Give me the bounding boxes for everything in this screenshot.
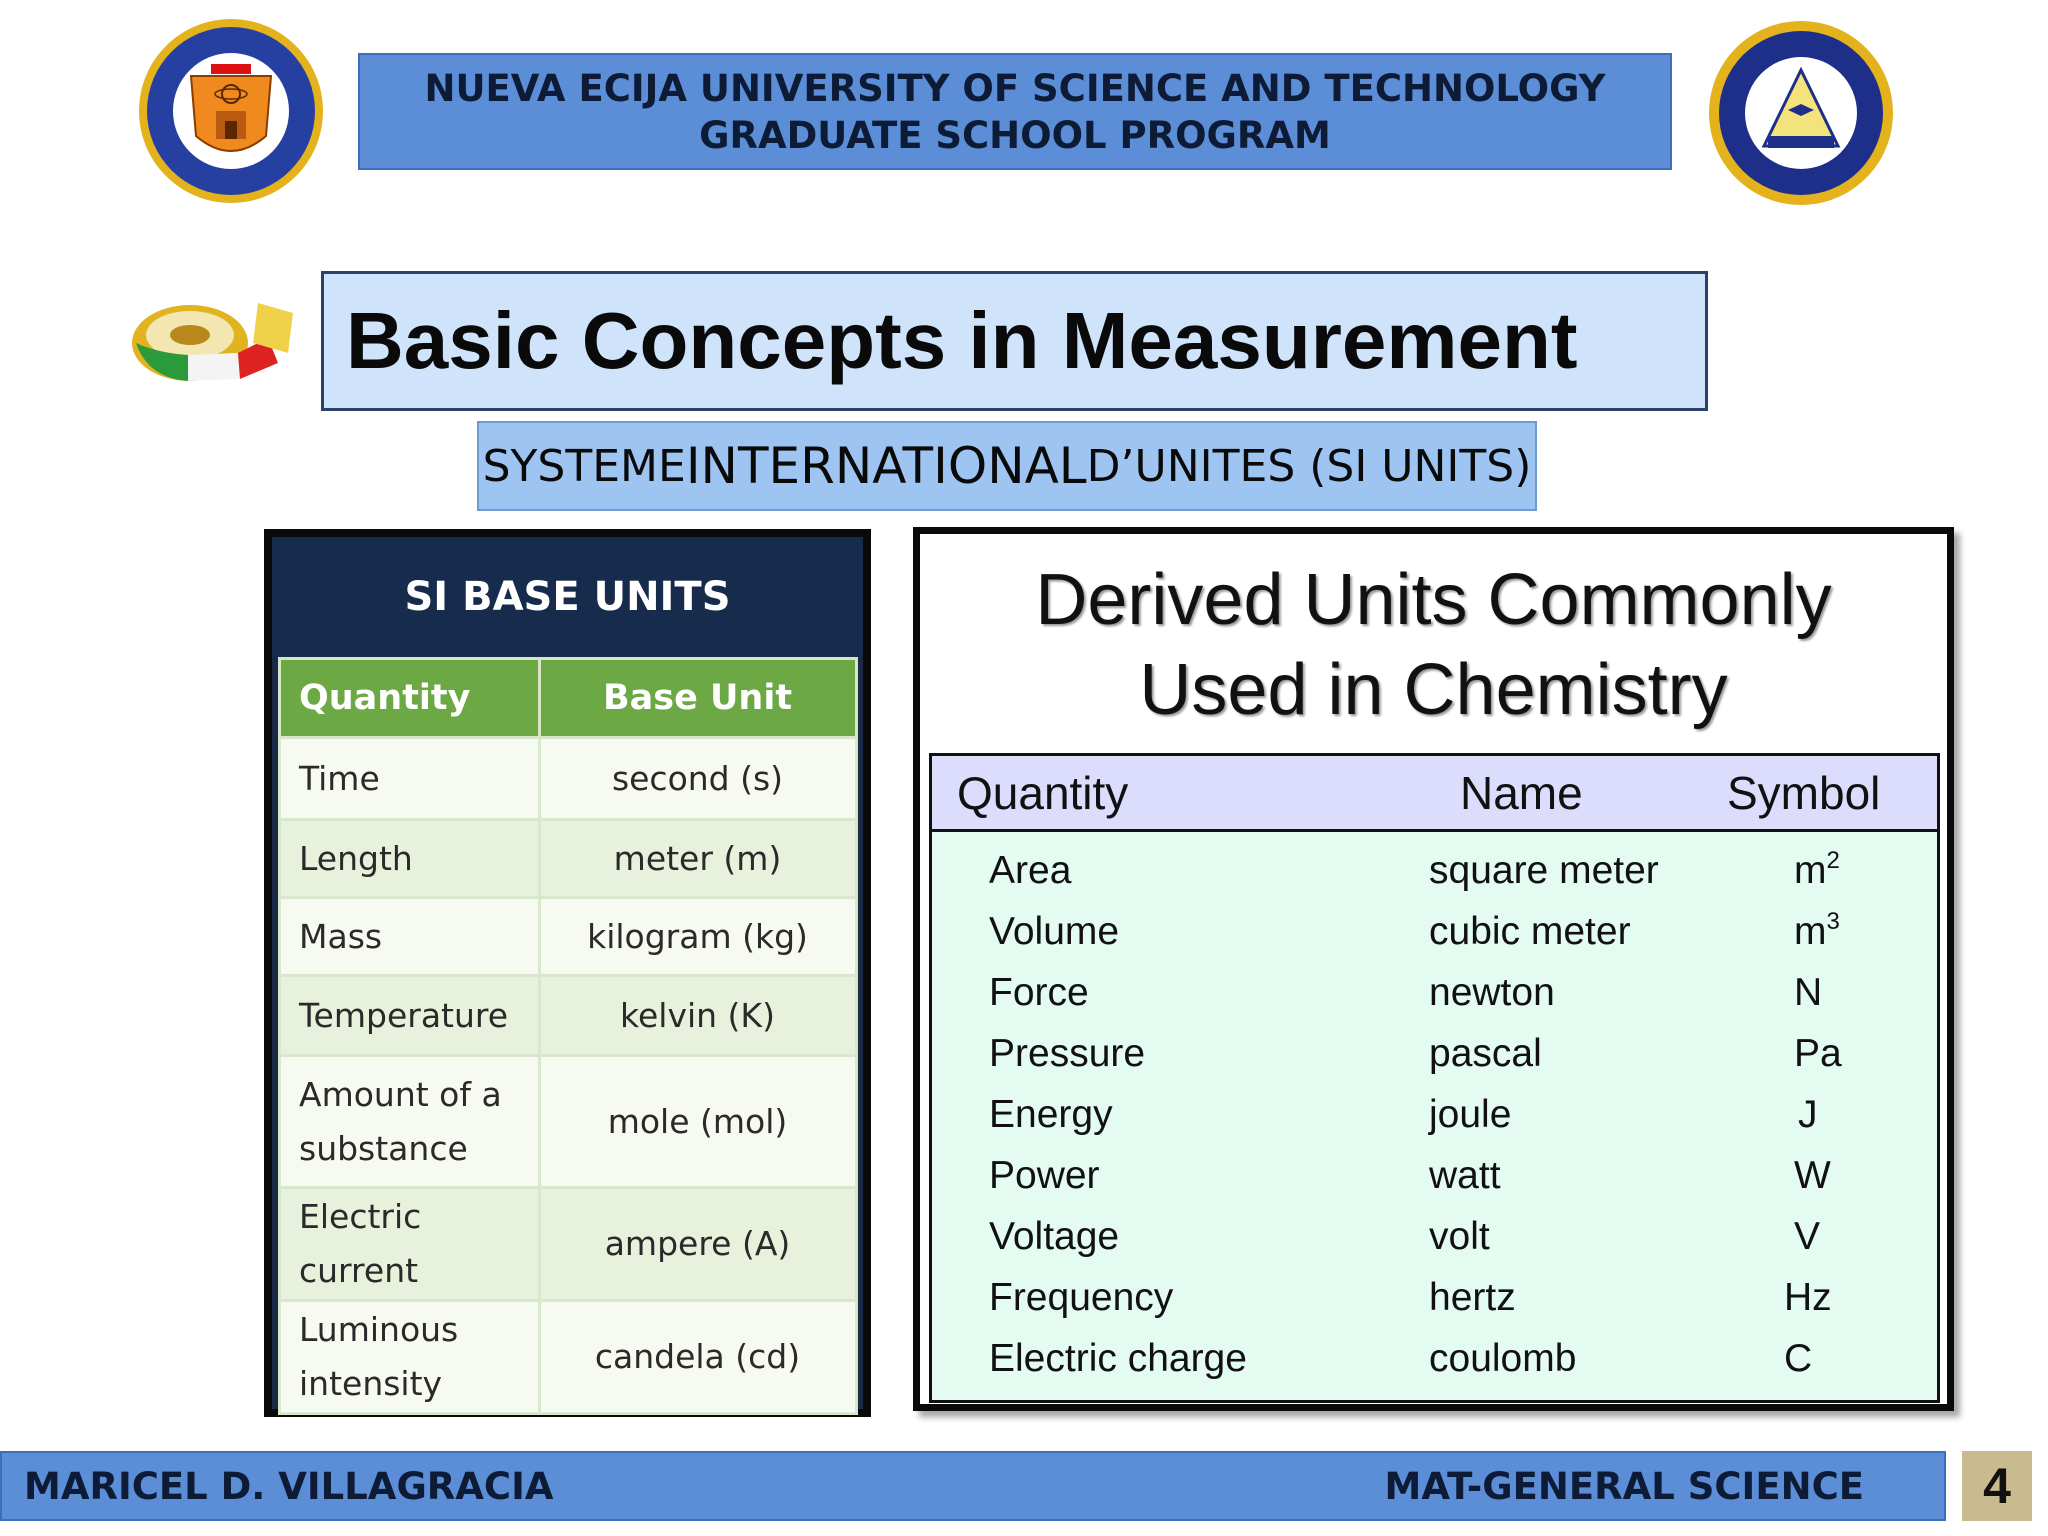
table-row xyxy=(932,849,1937,910)
si-header-quantity: Quantity xyxy=(280,659,540,738)
table-row xyxy=(932,1276,1937,1337)
si-header-base-unit: Base Unit xyxy=(540,659,857,738)
si-table-title: SI BASE UNITS xyxy=(272,537,863,657)
footer-bar xyxy=(0,1451,1946,1521)
derived-header-name: Name xyxy=(1460,767,1583,819)
derived-title-line-1: Derived Units Commonly xyxy=(1035,560,1832,640)
course-name: MAT-GENERAL SCIENCE xyxy=(1384,1465,1864,1508)
si-unit: candela (cd) xyxy=(540,1301,857,1414)
table-row xyxy=(280,1301,857,1414)
derived-quantity: Pressure xyxy=(989,1032,1146,1075)
graduate-school-seal-icon xyxy=(1706,18,1896,208)
derived-symbol xyxy=(1794,849,1840,893)
derived-symbol: C xyxy=(1784,1337,1813,1380)
table-row xyxy=(932,1215,1937,1276)
derived-symbol-exponent: 2 xyxy=(1826,847,1840,874)
table-row xyxy=(932,1093,1937,1154)
derived-quantity: Force xyxy=(989,971,1089,1014)
table-row xyxy=(932,910,1937,971)
derived-name: joule xyxy=(1429,1093,1512,1136)
derived-quantity: Power xyxy=(989,1154,1100,1197)
derived-quantity: Area xyxy=(989,849,1072,892)
si-quantity: Time xyxy=(280,738,540,820)
derived-quantity: Energy xyxy=(989,1093,1113,1136)
derived-units-title xyxy=(920,534,1947,756)
si-base-units-table xyxy=(278,657,858,1415)
si-quantity: Luminous intensity xyxy=(280,1301,540,1414)
table-row xyxy=(280,820,857,898)
si-unit: kelvin (K) xyxy=(540,976,857,1056)
table-row xyxy=(932,1154,1937,1215)
derived-symbol-base: m xyxy=(1794,910,1827,953)
derived-quantity: Volume xyxy=(989,910,1120,953)
table-row xyxy=(932,971,1937,1032)
table-row xyxy=(280,898,857,976)
tape-measure-icon xyxy=(128,283,298,388)
derived-name: hertz xyxy=(1429,1276,1516,1319)
si-quantity: Amount of a substance xyxy=(280,1056,540,1188)
si-quantity: Length xyxy=(280,820,540,898)
si-unit: mole (mol) xyxy=(540,1056,857,1188)
derived-symbol: N xyxy=(1794,971,1823,1014)
derived-symbol-base: m xyxy=(1794,849,1827,892)
program-name: GRADUATE SCHOOL PROGRAM xyxy=(699,113,1331,157)
derived-symbol: J xyxy=(1798,1093,1818,1136)
derived-symbol xyxy=(1794,910,1840,954)
subtitle-part-2: INTERNATIONAL xyxy=(685,437,1087,495)
si-unit: meter (m) xyxy=(540,820,857,898)
derived-title-line-2: Used in Chemistry xyxy=(1139,650,1728,730)
derived-name: square meter xyxy=(1429,849,1659,892)
derived-symbol: V xyxy=(1794,1215,1821,1258)
page-number: 4 xyxy=(1962,1451,2032,1521)
table-row xyxy=(280,1056,857,1188)
si-quantity: Mass xyxy=(280,898,540,976)
derived-name: coulomb xyxy=(1429,1337,1577,1380)
derived-symbol-exponent: 3 xyxy=(1826,908,1840,935)
derived-units-panel xyxy=(913,527,1954,1411)
derived-quantity: Electric charge xyxy=(989,1337,1247,1380)
slide-subtitle xyxy=(477,421,1537,511)
derived-table-header xyxy=(932,756,1937,832)
derived-quantity: Frequency xyxy=(989,1276,1174,1319)
si-unit: second (s) xyxy=(540,738,857,820)
si-base-units-panel xyxy=(264,529,871,1417)
derived-symbol: W xyxy=(1794,1154,1831,1197)
derived-name: cubic meter xyxy=(1429,910,1631,953)
table-row xyxy=(932,1337,1937,1398)
university-name: NUEVA ECIJA UNIVERSITY OF SCIENCE AND TECHNOLOGY xyxy=(424,66,1606,110)
neust-seal-icon xyxy=(136,16,326,206)
derived-header-quantity: Quantity xyxy=(957,767,1129,819)
table-row xyxy=(280,976,857,1056)
derived-name: newton xyxy=(1429,971,1555,1014)
derived-symbol: Hz xyxy=(1784,1276,1832,1319)
subtitle-part-1: SYSTEME xyxy=(482,440,686,492)
derived-quantity: Voltage xyxy=(989,1215,1120,1258)
table-row xyxy=(932,1032,1937,1093)
derived-name: pascal xyxy=(1429,1032,1542,1075)
si-quantity: Temperature xyxy=(280,976,540,1056)
header-banner xyxy=(358,53,1672,170)
si-unit: ampere (A) xyxy=(540,1188,857,1301)
si-unit: kilogram (kg) xyxy=(540,898,857,976)
table-row xyxy=(280,738,857,820)
si-quantity: Electric current xyxy=(280,1188,540,1301)
slide-title: Basic Concepts in Measurement xyxy=(321,271,1708,411)
subtitle-part-3: D’UNITES (SI UNITS) xyxy=(1086,440,1532,492)
author-name: MARICEL D. VILLAGRACIA xyxy=(24,1465,554,1508)
derived-header-symbol: Symbol xyxy=(1727,767,1881,819)
table-row xyxy=(280,1188,857,1301)
derived-name: watt xyxy=(1429,1154,1501,1197)
derived-symbol: Pa xyxy=(1794,1032,1842,1075)
derived-units-table xyxy=(929,753,1940,1403)
derived-name: volt xyxy=(1429,1215,1490,1258)
